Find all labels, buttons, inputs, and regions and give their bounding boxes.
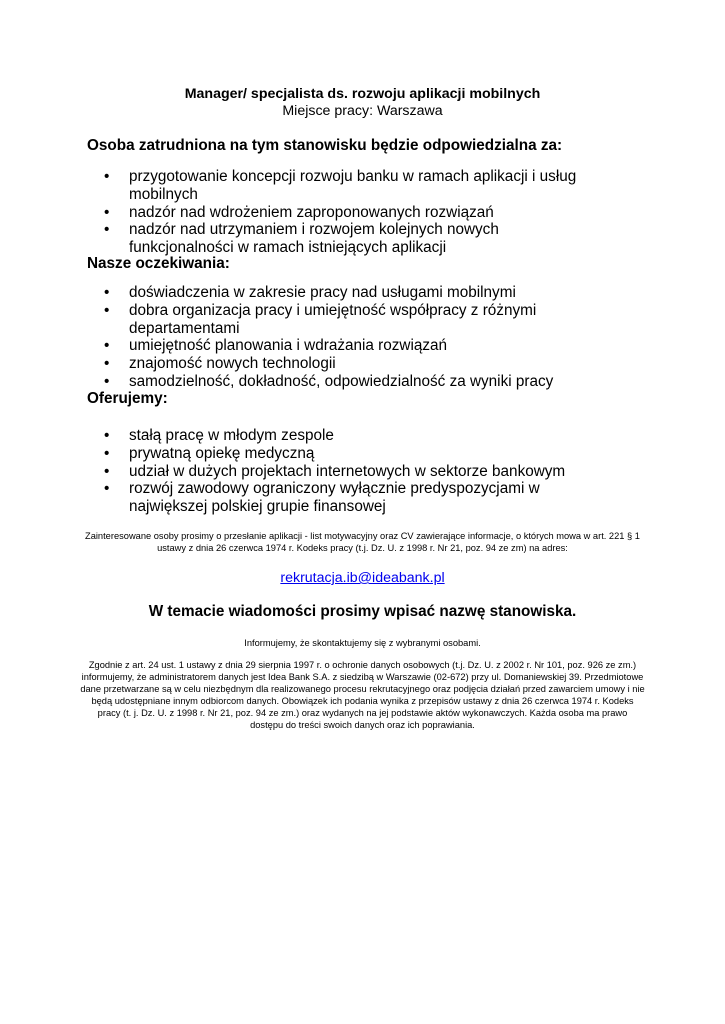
bullet-icon: • — [104, 203, 110, 221]
list-item-text: rozwój zawodowy ograniczony wyłącznie predyspozycjami w największej polskiej grupie finansowej — [129, 480, 540, 516]
email-link-container — [0, 570, 725, 587]
bullet-icon: • — [104, 355, 110, 373]
job-title: Manager/ specjalista ds. rozwoju aplikacji mobilnych — [184, 86, 541, 102]
responsibilities-list — [104, 168, 644, 257]
expectations-heading: Nasze oczekiwania: — [87, 255, 230, 272]
bullet-icon: • — [104, 462, 110, 480]
list-item-text: nadzór nad utrzymaniem i rozwojem kolejnych nowych funkcjonalności w ramach istniejących aplikacji — [129, 221, 499, 257]
list-item — [104, 355, 644, 373]
list-item — [104, 168, 644, 204]
legal-notice: Zgodnie z art. 24 ust. 1 ustawy z dnia 29 sierpnia 1997 r. o ochronie danych osobowych (t.j. Dz. U. z 2002 r. Nr 101, poz. 926 ze zm.) informujemy, że administratorem danych jest Idea Bank S.A. z siedzibą w Warszawie (02-672) przy ul. Domaniewskiej 39. Przedmiotowe dane przetwarzane są w celu niezbędnym dla realizowanego procesu rekrutacyjnego oraz podjęcia działań przed zawarciem umowy i nie będą udostępniane innym odbiorcom danych. Obowiązek ich podania wynika z przepisów ustawy z dnia 26 czerwca 1974 r. Kodeks pracy (t. j. Dz. U. z 1998 r. Nr 21, poz. 94 ze zm.) oraz wydanych na jej podstawie aktów wykonawczych. Każda osoba ma prawo dostępu do treści swoich danych oraz ich poprawiania. — [80, 660, 645, 730]
list-item — [104, 284, 644, 302]
list-item — [104, 480, 644, 516]
bullet-icon: • — [104, 372, 110, 390]
list-item-text: przygotowanie koncepcji rozwoju banku w ramach aplikacji i usług mobilnych — [129, 168, 577, 203]
job-location: Miejsce pracy: Warszawa — [282, 103, 443, 119]
list-item-text: umiejętność planowania i wdrażania rozwiązań — [129, 337, 448, 355]
list-item — [104, 302, 644, 338]
list-item-text: samodzielność, dokładność, odpowiedzialność za wyniki pracy — [129, 372, 554, 390]
list-item — [104, 221, 644, 257]
expectations-list — [104, 284, 644, 391]
responsibilities-heading: Osoba zatrudniona na tym stanowisku będzie odpowiedzialna za: — [87, 137, 563, 154]
bullet-icon: • — [104, 168, 110, 185]
list-item-text: udział w dużych projektach internetowych w sektorze bankowym — [129, 462, 566, 480]
list-item-text: prywatną opiekę medyczną — [129, 444, 315, 462]
list-item — [104, 463, 644, 481]
list-item-text: dobra organizacja pracy i umiejętność współpracy z różnymi departamentami — [129, 301, 537, 337]
list-item — [104, 427, 644, 445]
list-item-text: stałą pracę w młodym zespole — [129, 427, 334, 444]
bullet-icon: • — [104, 221, 110, 239]
application-info: Zainteresowane osoby prosimy o przesłanie aplikacji - list motywacyjny oraz CV zawierające informacje, o których mowa w art. 221 § 1 ustawy z dnia 26 czerwca 1974 r. Kodeks pracy (t.j. Dz. U. z 1998 r. Nr 21, poz. 94 ze zm) na adres: — [85, 531, 640, 553]
list-item-text: znajomość nowych technologii — [129, 355, 336, 373]
bullet-icon: • — [104, 427, 110, 444]
contact-note: Informujemy, że skontaktujemy się z wybranymi osobami. — [244, 638, 481, 648]
bullet-icon: • — [104, 284, 110, 301]
list-item-text: doświadczenia w zakresie pracy nad usługami mobilnymi — [129, 284, 516, 301]
list-item — [104, 337, 644, 355]
email-link[interactable]: rekrutacja.ib@ideabank.pl — [280, 570, 445, 586]
list-item-text: nadzór nad wdrożeniem zaproponowanych rozwiązań — [129, 203, 494, 221]
bullet-icon: • — [104, 444, 110, 462]
offer-list — [104, 427, 644, 516]
bullet-icon: • — [104, 301, 110, 319]
subject-notice: W temacie wiadomości prosimy wpisać nazwę stanowiska. — [148, 603, 577, 620]
bullet-icon: • — [104, 337, 110, 355]
list-item — [104, 445, 644, 463]
offer-heading: Oferujemy: — [87, 390, 168, 407]
list-item — [104, 204, 644, 222]
bullet-icon: • — [104, 480, 110, 498]
list-item — [104, 373, 644, 391]
